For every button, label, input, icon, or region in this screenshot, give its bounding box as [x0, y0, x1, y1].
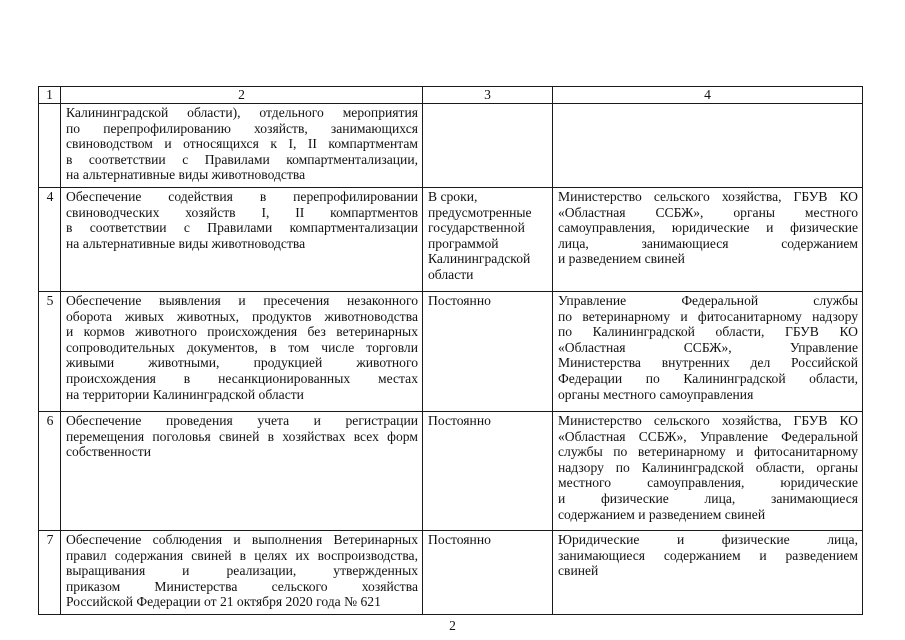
- executors-line: и разведением свиней: [558, 251, 685, 267]
- measure-line: Российской Федерации от 21 октября 2020 года № 621: [66, 594, 381, 610]
- term-cell: [423, 188, 553, 292]
- term-cell: [423, 531, 553, 615]
- measure-line: правил содержания свиней в целях их воспроизводства,: [66, 547, 418, 563]
- executors-line: «Областная ССБЖ», Управление Федеральной: [558, 428, 858, 444]
- executors-cell: [553, 531, 863, 615]
- measure-cell: [61, 292, 423, 412]
- measure-line: приказом Министерства сельского хозяйства: [66, 578, 418, 594]
- table-row: [39, 292, 863, 412]
- header-col-1: 1: [39, 87, 61, 104]
- measure-line: свиноводческих хозяйств I, II компартментов: [66, 204, 418, 220]
- measure-line: Обеспечение проведения учета и регистрации: [66, 413, 418, 428]
- executors-line: и физические лица, занимающиеся: [558, 490, 858, 506]
- executors-line: самоуправления, юридические и физические: [558, 220, 858, 236]
- measure-line: в соответствии с Правилами компартментализации,: [66, 151, 418, 167]
- table-header-row: [39, 87, 863, 104]
- measure-line: на территории Калининградской области: [66, 386, 304, 402]
- measure-cell: [61, 188, 423, 292]
- measure-line: на альтернативные виды животноводства: [66, 167, 306, 183]
- row-number: [39, 104, 61, 188]
- measure-line: в соответствии с Правилами компартментализации: [66, 220, 418, 236]
- measure-line: свиноводством и относящихся к I, II компартментам: [66, 136, 418, 152]
- row-number: 4: [39, 188, 61, 292]
- term-cell: [423, 104, 553, 188]
- term-line: предусмотренные: [428, 204, 532, 220]
- term-cell: [423, 292, 553, 412]
- executors-line: «Областная ССБЖ», Управление: [558, 339, 858, 355]
- term-line: Постоянно: [428, 293, 491, 308]
- measure-line: перемещения поголовья свиней в хозяйствах всех форм: [66, 428, 418, 444]
- measure-line: Обеспечение соблюдения и выполнения Ветеринарных: [66, 532, 418, 547]
- executors-line: местного самоуправления, юридические: [558, 475, 858, 491]
- executors-line: свиней: [558, 563, 599, 579]
- measure-line: собственности: [66, 444, 152, 460]
- table-row: [39, 412, 863, 531]
- page-number: 2: [449, 618, 456, 633]
- measure-line: Калининградской области), отдельного мероприятия: [66, 105, 418, 120]
- measure-line: и кормов животного происхождения без ветеринарных: [66, 324, 418, 340]
- measures-table: [38, 86, 863, 615]
- row-number: 6: [39, 412, 61, 531]
- executors-cell: [553, 104, 863, 188]
- executors-line: лица, занимающиеся содержанием: [558, 235, 858, 251]
- executors-line: занимающиеся содержанием и разведением: [558, 547, 858, 563]
- executors-line: содержанием и разведением свиней: [558, 506, 766, 522]
- executors-line: Министерство сельского хозяйства, ГБУВ КО: [558, 413, 858, 428]
- measure-line: живыми животными, продукцией животного: [66, 355, 418, 371]
- executors-line: Федерации по Калининградской области,: [558, 370, 858, 386]
- header-col-4: 4: [553, 87, 863, 104]
- table-row: [39, 188, 863, 292]
- measure-line: выращивания и реализации, утвержденных: [66, 563, 418, 579]
- table-body: [39, 104, 863, 615]
- measure-line: Обеспечение содействия в перепрофилировании: [66, 189, 418, 204]
- executors-line: Управление Федеральной службы: [558, 293, 858, 308]
- table-row: [39, 531, 863, 615]
- term-line: В сроки,: [428, 189, 478, 204]
- measure-line: оборота живых животных, продуктов животноводства: [66, 308, 418, 324]
- header-col-2: 2: [61, 87, 423, 104]
- measure-line: на альтернативные виды животноводства: [66, 235, 306, 251]
- executors-cell: [553, 412, 863, 531]
- executors-cell: [553, 292, 863, 412]
- executors-cell: [553, 188, 863, 292]
- measure-cell: [61, 412, 423, 531]
- term-line: Постоянно: [428, 532, 491, 547]
- executors-line: органы местного самоуправления: [558, 386, 754, 402]
- executors-line: Министерство сельского хозяйства, ГБУВ КО: [558, 189, 858, 204]
- measure-line: происхождения в несанкционированных местах: [66, 370, 418, 386]
- measure-cell: [61, 104, 423, 188]
- measure-line: Обеспечение выявления и пресечения незаконного: [66, 293, 418, 308]
- header-col-3: 3: [423, 87, 553, 104]
- measure-cell: [61, 531, 423, 615]
- executors-line: надзору по Калининградской области, органы: [558, 459, 858, 475]
- term-cell: [423, 412, 553, 531]
- table-row: [39, 104, 863, 188]
- term-line: Калининградской: [428, 251, 531, 267]
- measure-line: по перепрофилированию хозяйств, занимающихся: [66, 120, 418, 136]
- measure-line: сопроводительных документов, в том числе торговли: [66, 339, 418, 355]
- term-line: программой: [428, 235, 499, 251]
- executors-line: по Калининградской области, ГБУВ КО: [558, 324, 858, 340]
- term-line: Постоянно: [428, 413, 491, 428]
- executors-line: службы по ветеринарному и фитосанитарному: [558, 444, 858, 460]
- executors-line: «Областная ССБЖ», органы местного: [558, 204, 858, 220]
- term-line: области: [428, 266, 474, 282]
- executors-line: Министерства внутренних дел Российской: [558, 355, 858, 371]
- executors-line: Юридические и физические лица,: [558, 532, 858, 547]
- term-line: государственной: [428, 220, 525, 236]
- row-number: 7: [39, 531, 61, 615]
- row-number: 5: [39, 292, 61, 412]
- executors-line: по ветеринарному и фитосанитарному надзору: [558, 308, 858, 324]
